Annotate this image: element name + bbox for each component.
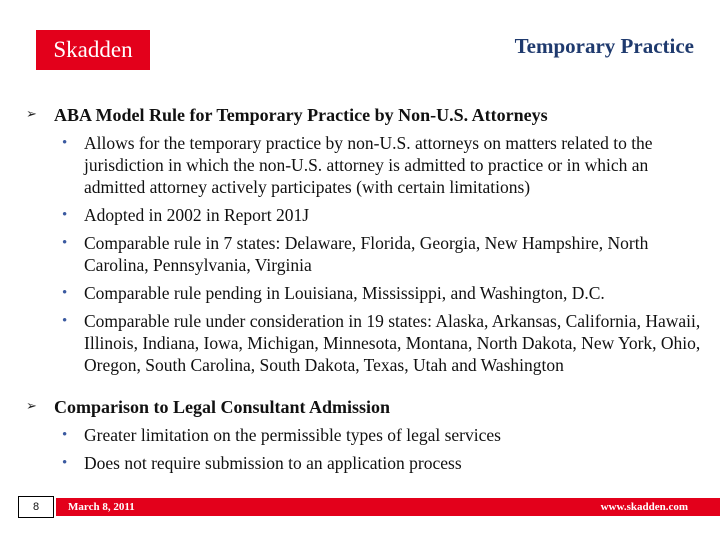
page-number: 8 [18,496,54,518]
list-item [62,232,706,276]
section-heading: Comparison to Legal Consultant Admission [54,397,391,417]
list-item [62,132,706,198]
section-heading: ABA Model Rule for Temporary Practice by Non-U.S. Attorneys [54,105,548,125]
slide-content [26,104,706,474]
footer-date: March 8, 2011 [68,501,135,513]
list-item-text: Does not require submission to an application process [84,453,462,473]
footer-url[interactable]: www.skadden.com [600,501,688,513]
dot-bullet-icon: • [62,285,68,301]
list-item [62,282,706,304]
footer [0,496,720,518]
section-aba-model-rule [26,104,706,376]
list-item [62,310,706,376]
list-item-text: Adopted in 2002 in Report 201J [84,205,310,225]
list-item-text: Comparable rule in 7 states: Delaware, Florida, Georgia, New Hampshire, North Carolina, Pennsylvania, Virginia [84,233,649,275]
list-item-text: Allows for the temporary practice by non-U.S. attorneys on matters related to the jurisdiction in which the non-U.S. attorney is admitted to practice or in which an admitted attorney actively participates (with certain limitations) [84,133,653,197]
arrow-bullet-icon: ➢ [26,398,37,413]
bullet-list [54,132,706,376]
dot-bullet-icon: • [62,135,68,151]
dot-bullet-icon: • [62,313,68,329]
list-item-text: Comparable rule under consideration in 19 states: Alaska, Arkansas, California, Hawaii, Illinois, Indiana, Iowa, Michigan, Minnesota, Montana, North Dakota, New York, Ohio, Oregon, South Carolina, South Dakota, Texas, Utah and Washington [84,311,701,375]
dot-bullet-icon: • [62,235,68,251]
dot-bullet-icon: • [62,455,68,471]
dot-bullet-icon: • [62,207,68,223]
list-item [62,204,706,226]
section-legal-consultant [26,396,706,474]
list-item [62,452,706,474]
dot-bullet-icon: • [62,427,68,443]
list-item-text: Comparable rule pending in Louisiana, Mississippi, and Washington, D.C. [84,283,605,303]
arrow-bullet-icon: ➢ [26,106,37,121]
list-item-text: Greater limitation on the permissible types of legal services [84,425,501,445]
slide-title: Temporary Practice [514,34,694,58]
bullet-list [54,424,706,474]
list-item [62,424,706,446]
skadden-logo: Skadden [36,30,150,70]
